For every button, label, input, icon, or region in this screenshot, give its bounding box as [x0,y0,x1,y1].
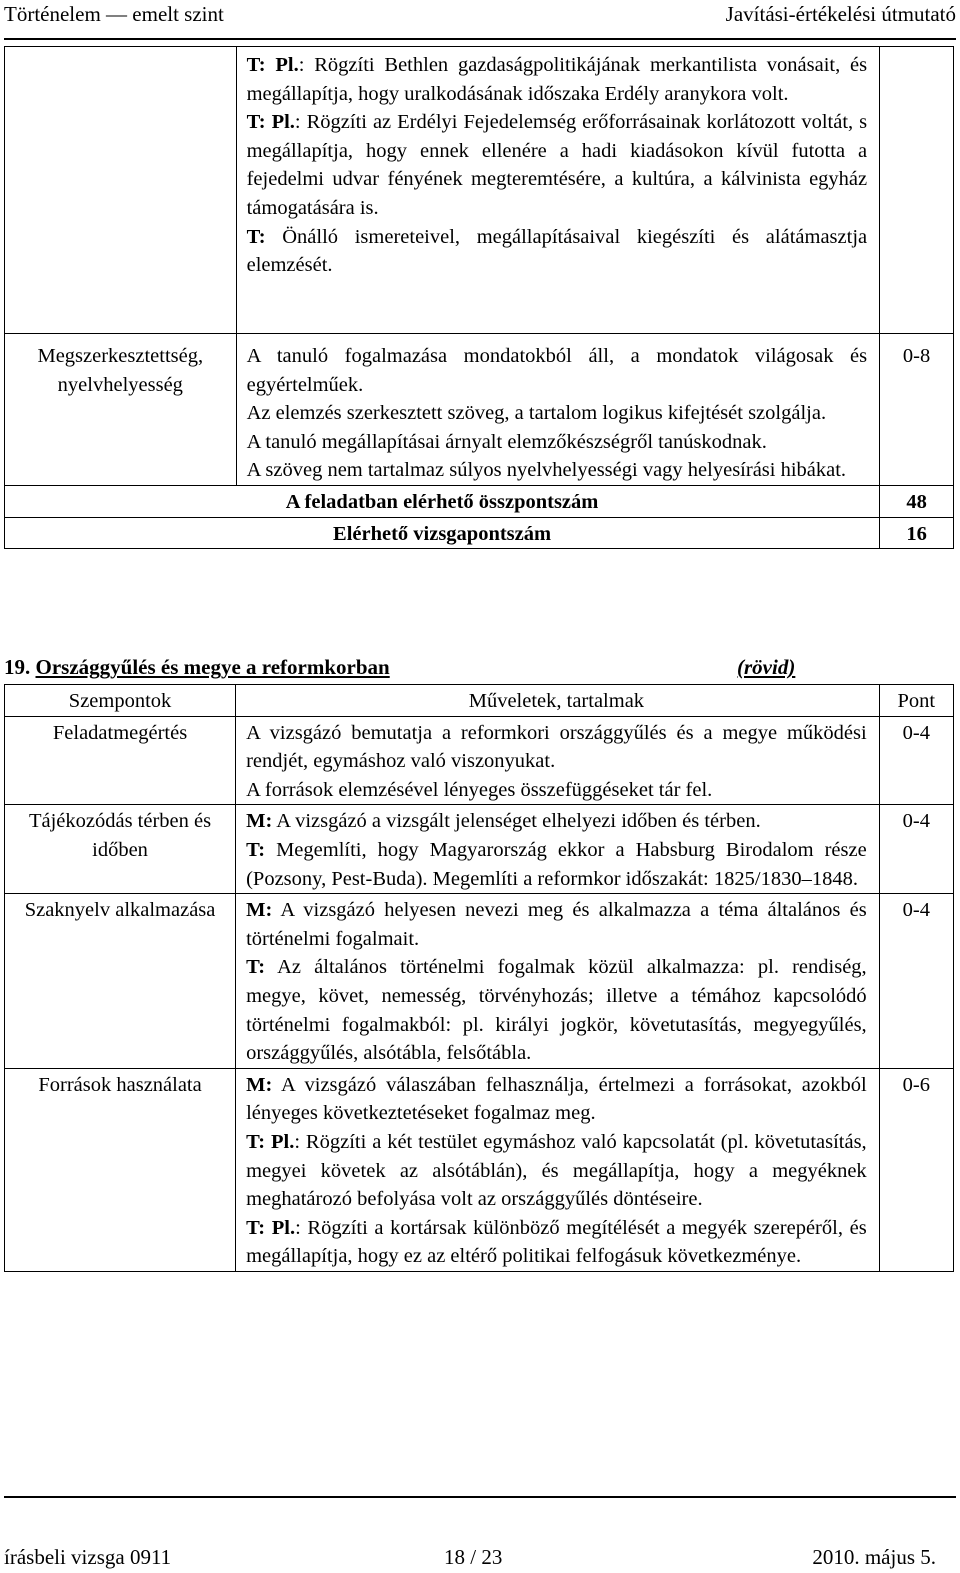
para-lead: T: Pl. [246,1216,296,1239]
points-cell: 0-4 [879,894,953,1069]
exam-points-value: 16 [880,517,954,549]
para-text: A vizsgázó válaszában felhasználja, értelmezi a forrásokat, azokból lényeges következtetéseket fogalmaz meg. [246,1073,867,1125]
para-text: : Rögzíti a kortársak különböző megítélését a megyék szerepéről, és megállapítja, hogy ez az eltérő politikai felfogásuk következménye. [246,1216,867,1268]
total-label: A feladatban elérhető összpontszám [5,485,880,517]
criterion-cell: Megszerkesztettség, nyelvhelyesség [5,334,237,486]
table-row [5,716,954,805]
table-row [5,1068,954,1271]
criterion-cell: Szaknyelv alkalmazása [5,894,236,1069]
section-heading [4,653,954,682]
table-row [5,47,954,334]
para-lead: T: [246,225,266,248]
para-lead: T: Pl. [246,1130,295,1153]
header-subject: Történelem — emelt szint [4,2,224,26]
footer-divider [4,1496,956,1498]
points-cell: 0-8 [880,334,954,486]
header-doc-type: Javítási-értékelési útmutató [725,2,956,26]
column-header-operations: Műveletek, tartalmak [236,685,880,717]
para-lead: M: [246,810,273,833]
para-text: Megemlíti, hogy Magyarország ekkor a Habsburg Birodalom része (Pozsony, Pest-Buda). Megemlíti a reformkor időszakát: 1825/1830–1848. [246,838,867,890]
column-header-criteria: Szempontok [5,685,236,717]
assessment-table-18 [4,46,954,549]
list-item: A tanuló fogalmazása mondatokból áll, a mondatok világosak és egyértelműek. [246,345,868,396]
table-row [5,894,954,1069]
para-text: : Rögzíti az Erdélyi Fejedelemség erőforrásainak korlátozott voltát, s megállapítja, hogy ennek ellenére a hadi kiadásokon kívül futotta a fejedelmi udvar fényének megteremtésére, a kultúra, a kálvinista egyház támogatására is. [246,111,868,219]
para-text: : Rögzíti a két testület egymáshoz való kapcsolatát (pl. követutasítás, megyei követek az alsótáblán), és megállapítja, hogy a megyéknek meghatározó befolyása volt az országgyűlés döntéseire. [246,1130,867,1211]
para-text: A források elemzésével lényeges összefüggéseket tár fel. [246,778,713,801]
section-number: 19. [4,655,31,679]
page-number: 18 / 23 [444,1545,503,1569]
criterion-cell: Tájékozódás térben és időben [5,805,236,894]
page-header [4,0,956,40]
para-lead: T: Pl. [246,54,299,76]
total-value: 48 [880,485,954,517]
footer-exam: írásbeli vizsga 0911 [4,1545,172,1569]
para-text: Az általános történelmi fogalmak közül alkalmazza: pl. rendiség, megye, követ, nemesség, törvényhozás; illetve a témához kapcsolódó történelmi fogalmakból: pl. királyi jogkör, követutasítás, megyegyűlés, országgyűlés, alsótábla, felsőtábla. [246,956,867,1065]
points-cell: 0-6 [879,1068,953,1271]
assessment-table-19 [4,684,954,1272]
table-row [5,517,954,549]
section-type: (rövid) [737,655,796,679]
para-lead: M: [246,899,273,922]
para-lead: M: [246,1073,273,1096]
para-text: : Rögzíti Bethlen gazdaságpolitikájának merkantilista vonásait, és megállapítja, hogy uralkodásának időszaka Erdély aranykora volt. [246,54,868,105]
points-cell: 0-4 [879,805,953,894]
table-row [5,805,954,894]
para-text: A vizsgázó bemutatja a reformkori országgyűlés és a megye működési rendjét, egymáshoz való viszonyukat. [246,721,867,773]
exam-points-label: Elérhető vizsgapontszám [5,517,880,549]
para-lead: T: [246,956,266,979]
section-title: Országgyűlés és megye a reformkorban [35,655,390,679]
para-lead: T: [246,838,266,861]
para-lead: T: Pl. [246,111,295,134]
footer-date: 2010. május 5. [812,1545,936,1569]
list-item: Az elemzés szerkesztett szöveg, a tartalom logikus kifejtését szolgálja. [246,402,827,425]
table-row [5,334,954,486]
criterion-cell: Feladatmegértés [5,716,236,805]
column-header-points: Pont [879,685,953,717]
table-header-row [5,685,954,717]
list-item: A szöveg nem tartalmaz súlyos nyelvhelyességi vagy helyesírási hibákat. [246,459,847,482]
table-row [5,485,954,517]
list-item: A tanuló megállapításai árnyalt elemzőkészségről tanúskodnak. [246,430,767,453]
para-text: A vizsgázó a vizsgált jelenséget elhelyezi időben és térben. [272,810,761,833]
criterion-cell: Források használata [5,1068,236,1271]
para-text: Önálló ismereteivel, megállapításaival kiegészíti és alátámasztja elemzését. [246,225,868,277]
points-cell: 0-4 [879,716,953,805]
para-text: A vizsgázó helyesen nevezi meg és alkalmazza a téma általános és történelmi fogalmait. [246,899,867,950]
